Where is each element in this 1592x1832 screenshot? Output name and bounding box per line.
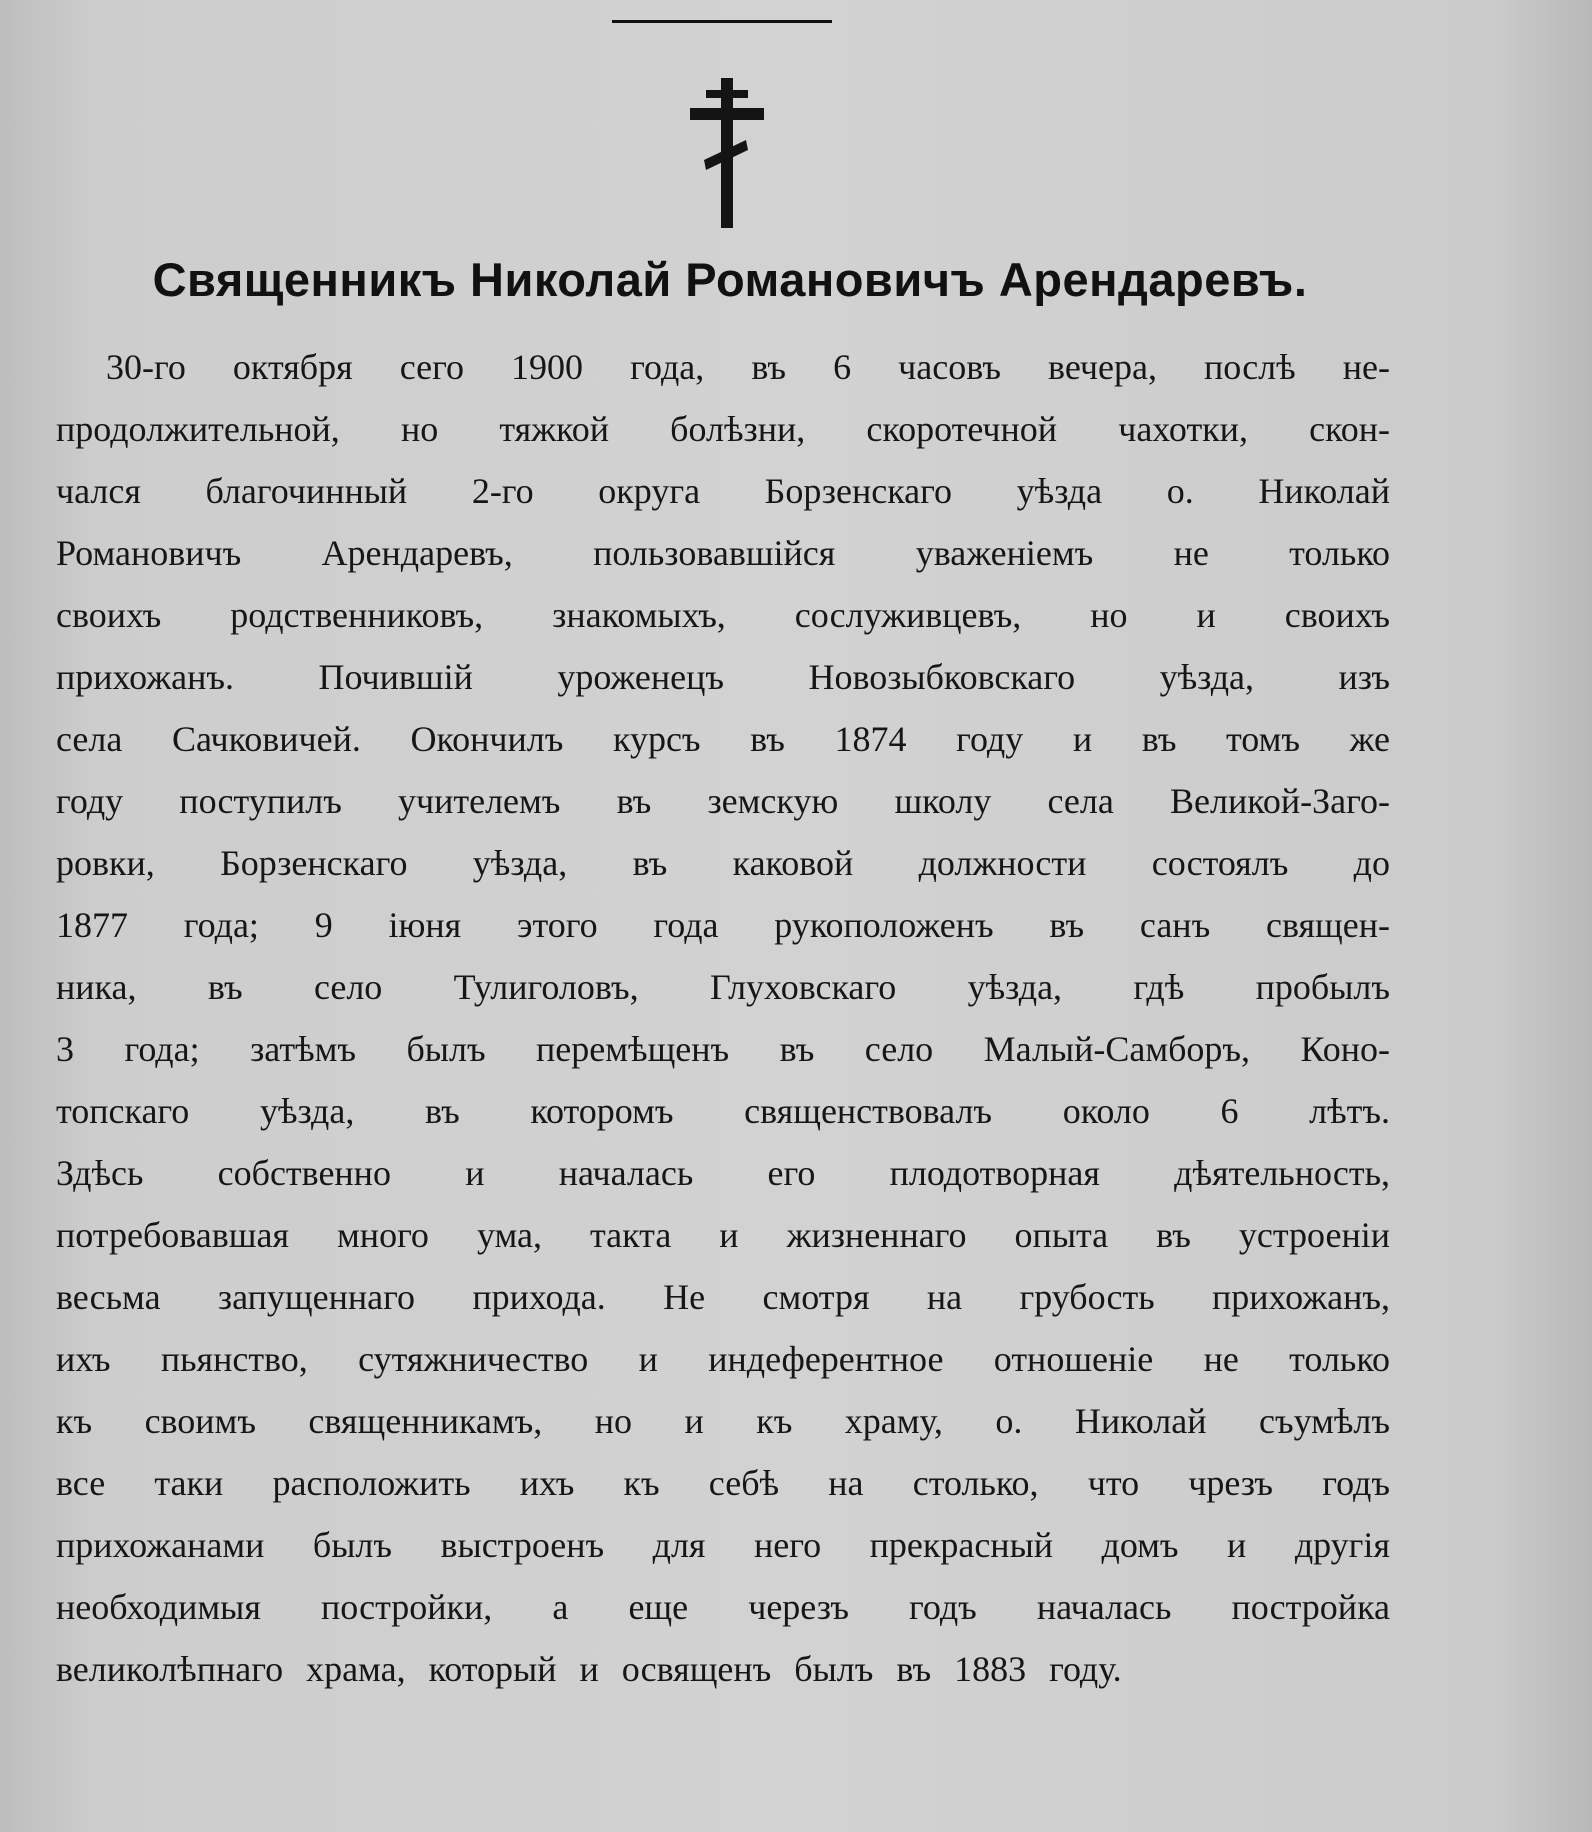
text-line: потребовавшая много ума, такта и жизненнаго опыта въ устроенiи — [56, 1215, 1390, 1255]
text-line: Романовичъ Арендаревъ, пользовавшiйся уваженiемъ не только — [56, 533, 1390, 573]
text-line: прихожанъ. Почившiй уроженецъ Новозыбковскаго уѣзда, изъ — [56, 657, 1390, 697]
text-line: году поступилъ учителемъ въ земскую школу села Великой-Заго- — [56, 781, 1390, 821]
text-line: ника, въ село Тулиголовъ, Глуховскаго уѣзда, гдѣ пробылъ — [56, 967, 1390, 1007]
text-line: чался благочинный 2-го округа Борзенскаго уѣзда о. Николай — [56, 471, 1390, 511]
obituary-title: Священникъ Николай Романовичъ Арендаревъ. — [152, 253, 1308, 306]
text-line: великолѣпнаго храма, который и освященъ былъ въ 1883 году. — [56, 1649, 1122, 1689]
text-line: все таки расположить ихъ къ себѣ на столько, что чрезъ годъ — [56, 1463, 1390, 1503]
obituary-body — [56, 336, 1390, 1700]
text-line: весьма запущеннаго прихода. Не смотря на грубость прихожанъ, — [56, 1277, 1390, 1317]
text-line: 1877 года; 9 iюня этого года рукоположенъ въ санъ священ- — [56, 905, 1390, 945]
text-line: 3 года; затѣмъ былъ перемѣщенъ въ село Малый-Самборъ, Коно- — [56, 1029, 1390, 1069]
text-line: 30-го октября сего 1900 года, въ 6 часовъ вечера, послѣ не- — [106, 347, 1390, 387]
text-line: необходимыя постройки, а еще черезъ годъ началась постройка — [56, 1587, 1390, 1627]
text-line: къ своимъ священникамъ, но и къ храму, о. Николай съумѣлъ — [56, 1401, 1390, 1441]
orthodox-cross-icon — [690, 78, 764, 228]
text-line: ровки, Борзенскаго уѣзда, въ каковой должности состоялъ до — [56, 843, 1390, 883]
top-rule-divider — [612, 20, 832, 23]
text-line: своихъ родственниковъ, знакомыхъ, сослуживцевъ, но и своихъ — [56, 595, 1390, 635]
text-line: ихъ пьянство, сутяжничество и индеферентное отношенiе не только — [56, 1339, 1390, 1379]
text-line: прихожанами былъ выстроенъ для него прекрасный домъ и другiя — [56, 1525, 1390, 1565]
text-line: Здѣсь собственно и началась его плодотворная дѣятельность, — [56, 1153, 1390, 1193]
text-line: села Сачковичей. Окончилъ курсъ въ 1874 году и въ томъ же — [56, 719, 1390, 759]
text-line: продолжительной, но тяжкой болѣзни, скоротечной чахотки, скон- — [56, 409, 1390, 449]
text-line: топскаго уѣзда, въ которомъ священствовалъ около 6 лѣтъ. — [56, 1091, 1390, 1131]
